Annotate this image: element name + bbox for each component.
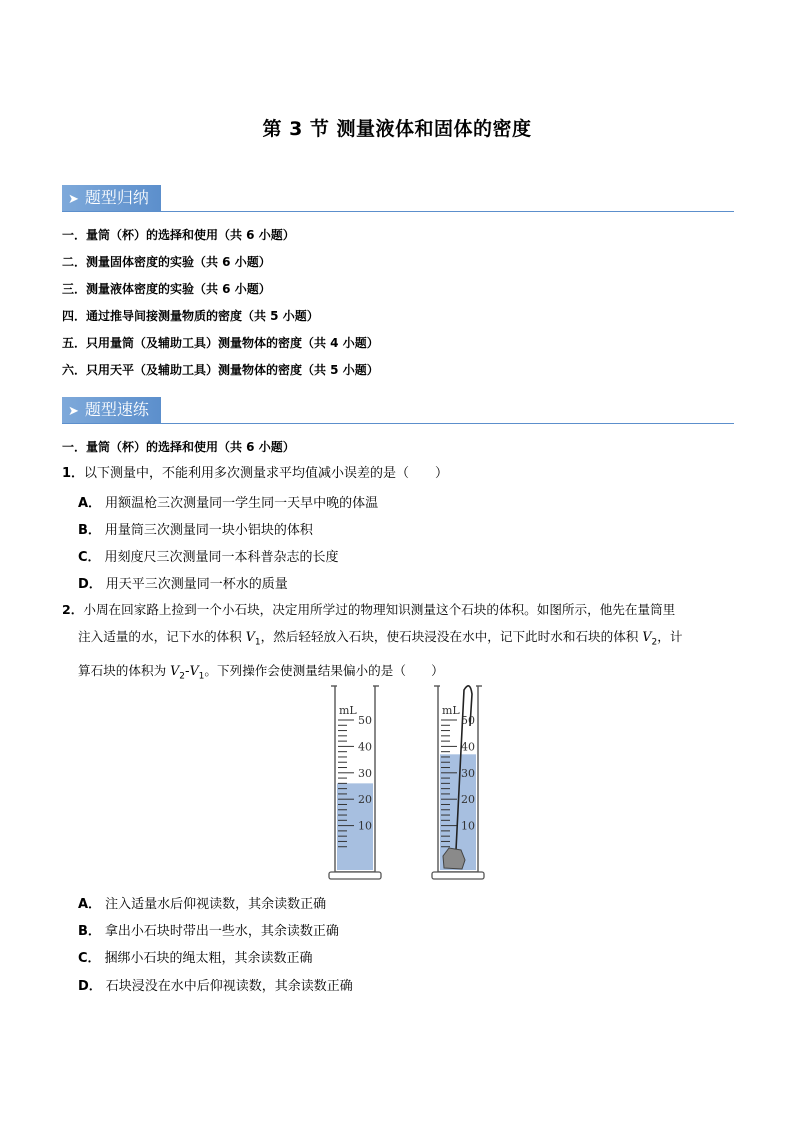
question-line: 算石块的体积为 $V_2-V_1$。下列操作会使测量结果偏小的是（ ）	[78, 662, 444, 682]
stone	[443, 848, 465, 869]
section-heading: 一．量筒（杯）的选择和使用（共 6 小题）	[62, 440, 295, 454]
tick-label: 30	[461, 766, 475, 780]
tick-label: 50	[358, 714, 372, 727]
option-d: D． 石块浸没在水中后仰视读数，其余读数正确	[78, 979, 353, 994]
tick-label: 40	[358, 740, 372, 754]
question-1	[62, 460, 742, 487]
option-b: B． 拿出小石块时带出一些水，其余读数正确	[78, 924, 339, 939]
cylinder-base	[432, 872, 484, 879]
cylinder-water-only	[329, 686, 381, 879]
banner-label: 题型速练	[84, 400, 149, 419]
tick-label: 50	[461, 714, 475, 727]
unit-label: mL	[442, 704, 460, 717]
section-banner-summary	[62, 185, 161, 211]
tick-label: 10	[358, 819, 372, 833]
toc-item: 一．量筒（杯）的选择和使用（共 6 小题）	[62, 228, 295, 242]
option-a: A． 用额温枪三次测量同一学生同一天早中晚的体温	[78, 496, 379, 511]
section-banner-practice	[62, 397, 161, 423]
question-text: 以下测量中，不能利用多次测量求平均值减小误差的是（ ）	[84, 466, 449, 481]
tick-label: 40	[461, 740, 475, 754]
option-c: C． 用刻度尺三次测量同一本科普杂志的长度	[78, 550, 339, 565]
question-number: 1．	[62, 466, 85, 481]
banner-label: 题型归纳	[84, 188, 149, 207]
divider	[62, 423, 734, 424]
arrow-icon: ➤	[68, 404, 79, 419]
question-line: 注入适量的水，记下水的体积 $V_1$，然后轻轻放入石块，使石块浸没在水中，记下此时水和石块的体积 $V_2$，计	[78, 629, 683, 648]
cylinder-base	[329, 872, 381, 879]
cylinder-with-stone	[432, 686, 484, 879]
toc-item: 五．只用量筒（及辅助工具）测量物体的密度（共 4 小题）	[62, 336, 379, 350]
tick-label: 30	[358, 766, 372, 780]
question-line: 2．小周在回家路上捡到一个小石块，决定用所学过的物理知识测量这个石块的体积。如图所示，他先在量筒里	[62, 602, 676, 617]
toc-item: 二．测量固体密度的实验（共 6 小题）	[62, 255, 271, 269]
tick-label: 20	[461, 793, 475, 807]
option-b: B． 用量筒三次测量同一块小铝块的体积	[78, 523, 313, 538]
option-a: A． 注入适量水后仰视读数，其余读数正确	[78, 897, 327, 912]
option-d: D． 用天平三次测量同一杯水的质量	[78, 577, 288, 592]
unit-label: mL	[339, 704, 357, 717]
toc-item: 三．测量液体密度的实验（共 6 小题）	[62, 282, 271, 296]
divider	[62, 211, 734, 212]
tick-label: 20	[358, 793, 372, 807]
toc-item: 四．通过推导间接测量物质的密度（共 5 小题）	[62, 309, 319, 323]
page-title: 第 3 节 测量液体和固体的密度	[262, 118, 532, 140]
toc-item: 六．只用天平（及辅助工具）测量物体的密度（共 5 小题）	[62, 363, 379, 377]
arrow-icon: ➤	[68, 192, 79, 207]
graduated-cylinders-figure	[318, 682, 498, 884]
question-2	[62, 596, 742, 690]
toc-list	[62, 222, 379, 384]
option-c: C． 捆绑小石块的绳太粗，其余读数正确	[78, 951, 313, 966]
tick-label: 10	[461, 819, 475, 833]
